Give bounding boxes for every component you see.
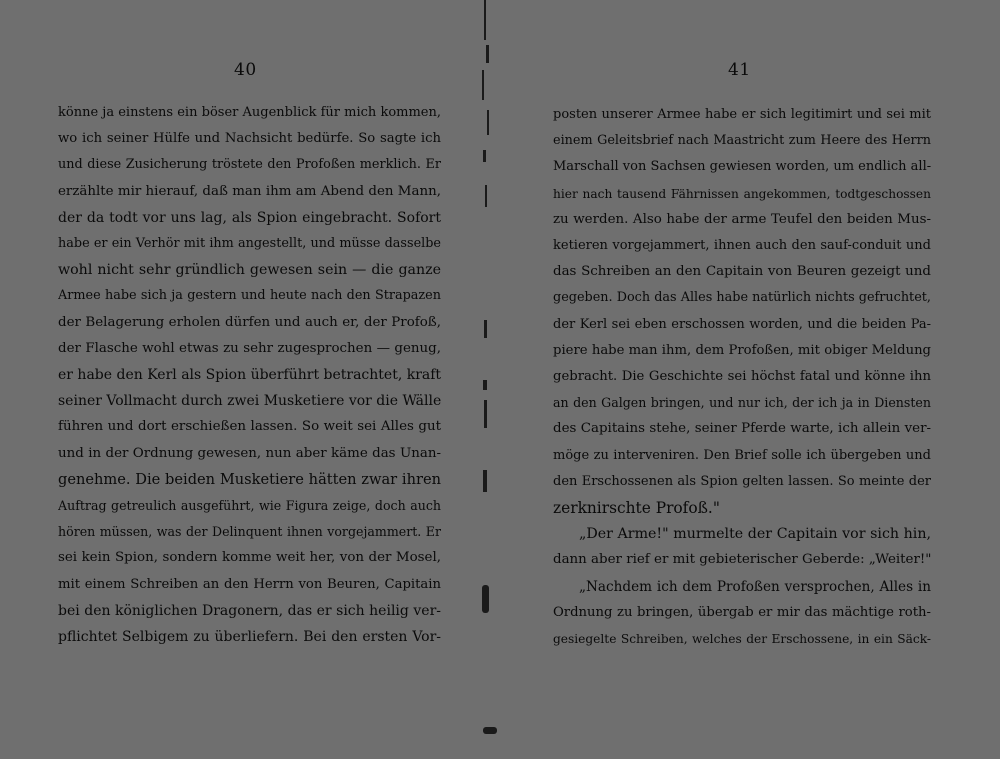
text-line: könne ja einstens ein böser Augenblick für mich kommen, — [58, 105, 441, 120]
text-line: mit einem Schreiben an den Herrn von Beuren, Capitain — [58, 576, 441, 592]
text-line: an den Galgen bringen, und nur ich, der ich ja in Diensten — [553, 395, 931, 411]
text-line: „Nachdem ich dem Profoßen versprochen, Alles in — [579, 578, 931, 595]
left-page — [0, 0, 480, 759]
book-gutter — [478, 0, 502, 759]
text-line: gebracht. Die Geschichte sei höchst fatal und könne ihn — [553, 369, 931, 385]
text-line: führen und dort erschießen lassen. So weit sei Alles gut — [58, 419, 441, 435]
text-line: möge zu interveniren. Den Brief solle ich übergeben und — [553, 447, 931, 463]
text-line: und diese Zusicherung tröstete den Profoßen merklich. Er — [58, 157, 441, 173]
text-line: Ordnung zu bringen, übergab er mir das mächtige roth- — [553, 604, 931, 620]
text-line: ketieren vorgejammert, ihnen auch den sauf-conduit und — [553, 238, 931, 254]
text-line: Armee habe sich ja gestern und heute nach den Strapazen — [58, 288, 441, 304]
scan-blot — [483, 727, 497, 734]
text-line: Auftrag getreulich ausgeführt, wie Figura zeige, doch auch — [58, 498, 441, 514]
text-line: habe er ein Verhör mit ihm angestellt, und müsse dasselbe — [58, 236, 441, 252]
text-line: hier nach tausend Fährnissen angekommen, todtgeschossen — [553, 186, 931, 201]
text-line: zerknirschte Profoß." — [553, 499, 720, 518]
text-line: bei den königlichen Dragonern, das er sich heilig ver- — [58, 602, 441, 619]
text-line: „Der Arme!" murmelte der Capitain vor sich hin, — [579, 526, 931, 543]
text-line: zu werden. Also habe der arme Teufel den beiden Mus- — [553, 211, 931, 227]
text-line: wo ich seiner Hülfe und Nachsicht bedürfe. So sagte ich — [58, 131, 441, 147]
page-text — [58, 100, 441, 650]
text-line: einem Geleitsbrief nach Maastricht zum Heere des Herrn — [553, 133, 931, 149]
text-line: der Kerl sei eben erschossen worden, und die beiden Pa- — [553, 316, 931, 332]
text-line: seiner Vollmacht durch zwei Musketiere vor die Wälle — [58, 393, 441, 410]
text-line: sei kein Spion, sondern komme weit her, von der Mosel, — [58, 550, 441, 566]
text-line: hören müssen, was der Delinquent ihnen vorgejammert. Er — [58, 524, 441, 540]
text-line: posten unserer Armee habe er sich legitimirt und sei mit — [553, 107, 931, 122]
text-line: der da todt vor uns lag, als Spion eingebracht. Sofort — [58, 209, 441, 226]
text-line: erzählte mir hierauf, daß man ihm am Abend den Mann, — [58, 183, 441, 199]
text-line: piere habe man ihm, dem Profoßen, mit obiger Meldung — [553, 342, 931, 358]
text-line: pflichtet Selbigem zu überliefern. Bei den ersten Vor- — [58, 629, 441, 646]
page-number: 40 — [234, 60, 257, 80]
text-line: der Flasche wohl etwas zu sehr zugesprochen — genug, — [58, 340, 441, 356]
text-line: der Belagerung erholen dürfen und auch er, der Profoß, — [58, 314, 441, 330]
text-line: den Erschossenen als Spion gelten lassen. So meinte der — [553, 473, 931, 489]
text-line: Marschall von Sachsen gewiesen worden, um endlich all- — [553, 159, 931, 175]
text-line: gegeben. Doch das Alles habe natürlich nichts gefruchtet, — [553, 290, 931, 306]
text-line: gesiegelte Schreiben, welches der Erschossene, in ein Säck- — [553, 632, 931, 647]
text-line: dann aber rief er mit gebieterischer Geberde: „Weiter!" — [553, 552, 931, 568]
text-line: wohl nicht sehr gründlich gewesen sein — die ganze — [58, 262, 441, 279]
page-number: 41 — [728, 60, 751, 80]
page-text — [553, 102, 931, 652]
text-line: und in der Ordnung gewesen, nun aber käme das Unan- — [58, 445, 441, 461]
text-line: des Capitains stehe, seiner Pferde warte, ich allein ver- — [553, 421, 931, 437]
text-line: genehme. Die beiden Musketiere hätten zwar ihren — [58, 470, 441, 488]
text-line: das Schreiben an den Capitain von Beuren gezeigt und — [553, 264, 931, 280]
right-page — [500, 0, 1000, 759]
text-line: er habe den Kerl als Spion überführt betrachtet, kraft — [58, 367, 441, 384]
